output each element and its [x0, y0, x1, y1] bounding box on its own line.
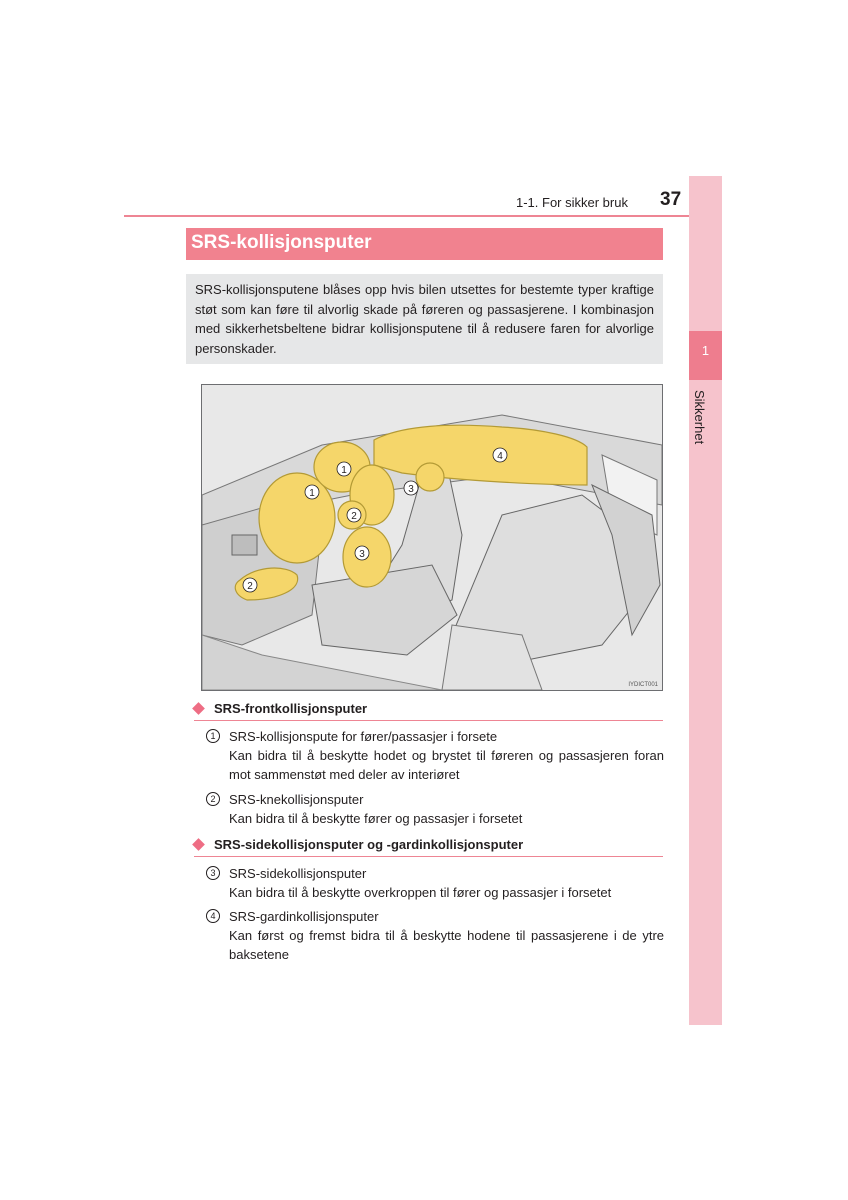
- callout-label-4: 4: [497, 451, 503, 462]
- item-number-badge: 1: [206, 729, 220, 743]
- chapter-number: 1: [701, 343, 710, 358]
- category-title: SRS-frontkollisjonsputer: [214, 701, 368, 716]
- list-item: [206, 907, 663, 967]
- category-rule: [194, 856, 663, 857]
- item-title: SRS-sidekollisjonsputer: [229, 866, 367, 881]
- callout-label-1b: 1: [341, 465, 347, 476]
- item-description: Kan først og fremst bidra til å beskytte hodene til passasjerene i de ytre baksetene: [229, 928, 664, 962]
- callout-label-2a: 2: [247, 581, 253, 592]
- chapter-side-tab: [689, 176, 722, 1025]
- item-description: Kan bidra til å beskytte overkroppen til fører og passasjer i forsetet: [229, 885, 612, 900]
- page-title: SRS-kollisjonsputer: [191, 232, 372, 253]
- chapter-title: Sikkerhet: [692, 390, 707, 445]
- category-title: SRS-sidekollisjonsputer og -gardinkollisjonsputer: [214, 837, 524, 852]
- callout-label-1a: 1: [309, 488, 315, 499]
- diamond-bullet-icon: [192, 702, 205, 715]
- callout-label-3b: 3: [408, 484, 414, 495]
- item-title: SRS-kollisjonspute for fører/passasjer i forsete: [229, 729, 498, 744]
- item-title: SRS-gardinkollisjonsputer: [229, 909, 379, 924]
- item-number-badge: 2: [206, 792, 220, 806]
- intro-text: SRS-kollisjonsputene blåses opp hvis bilen utsettes for bestemte typer kraftige støt som kan føre til alvorlig skade på føreren og passasjerene. I kombinasjon med sikkerhetsbeltene bidrar kollisjonsputene til å redusere faren for alvorlige personskader.: [195, 282, 654, 356]
- page-number: 37: [660, 189, 682, 210]
- item-description: Kan bidra til å beskytte hodet og brystet til føreren og passasjeren foran mot sammenstøt med deler av interiøret: [229, 748, 664, 782]
- car-interior-drawing: [202, 385, 662, 690]
- airbag-illustration: [201, 384, 663, 691]
- section-label: 1-1. For sikker bruk: [516, 195, 628, 210]
- item-number-badge: 4: [206, 909, 220, 923]
- item-number-badge: 3: [206, 866, 220, 880]
- callout-label-3a: 3: [359, 549, 365, 560]
- list-item: [206, 790, 663, 830]
- category-rule: [194, 720, 663, 721]
- list-item: [206, 864, 663, 904]
- intro-box: [186, 274, 663, 364]
- diamond-bullet-icon: [192, 838, 205, 851]
- item-description: Kan bidra til å beskytte fører og passasjer i forsetet: [229, 811, 523, 826]
- category-heading: [194, 701, 663, 721]
- category-heading: [194, 837, 663, 857]
- list-item: [206, 727, 663, 787]
- figure-code: IYDICT001: [628, 682, 658, 688]
- item-title: SRS-knekollisjonsputer: [229, 792, 364, 807]
- header-rule: [124, 215, 722, 217]
- callout-label-2b: 2: [351, 511, 357, 522]
